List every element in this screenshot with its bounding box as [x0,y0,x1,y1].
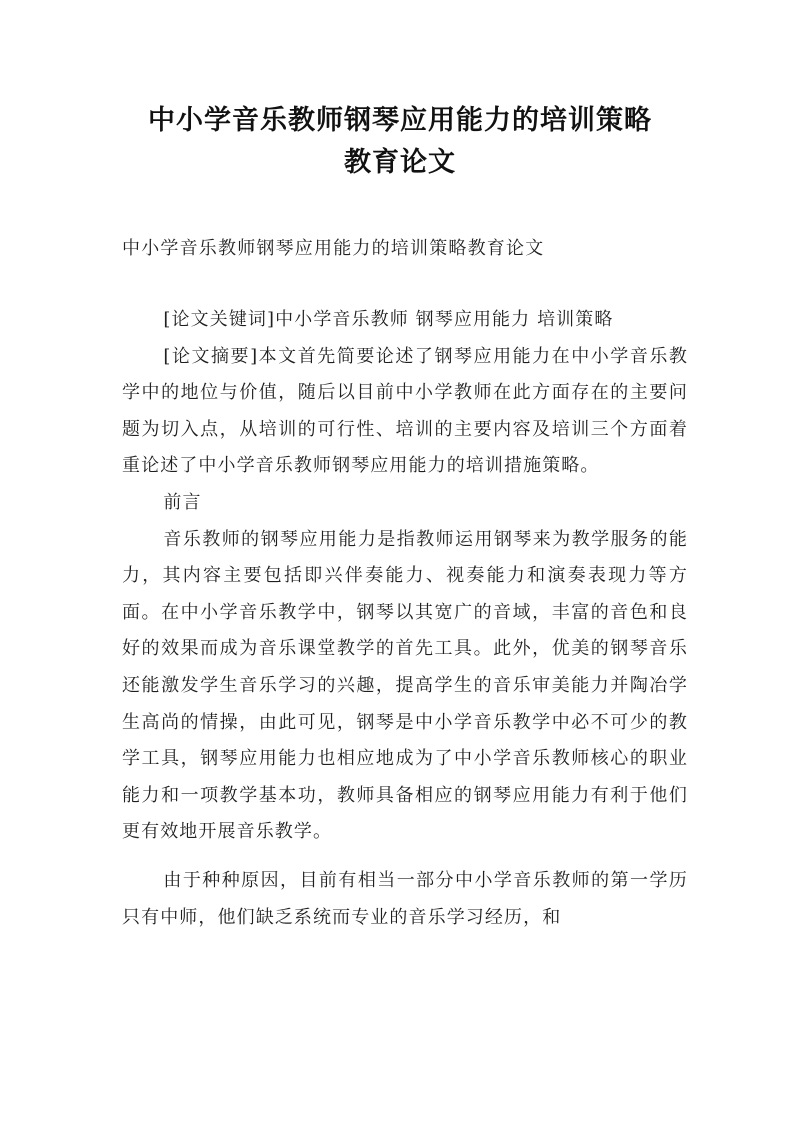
document-subtitle: 中小学音乐教师钢琴应用能力的培训策略教育论文 [122,238,545,259]
body-paragraph-2: 由于种种原因，目前有相当一部分中小学音乐教师的第一学历只有中师，他们缺乏系统而专业的音乐学习经历，和 [122,869,688,928]
preface-heading: 前言 [163,491,202,513]
keywords-paragraph: [论文关键词]中小学音乐教师 钢琴应用能力 培训策略 [163,309,614,330]
abstract-paragraph: [论文摘要]本文首先简要论述了钢琴应用能力在中小学音乐教学中的地位与价值，随后以目前中小学教师在此方面存在的主要问题为切入点，从培训的可行性、培训的主要内容及培训三个方面着重论述了中小学音乐教师钢琴应用能力的培训措施策略。 [122,345,688,477]
paragraph-gap [122,851,688,863]
body-paragraph-1: 音乐教师的钢琴应用能力是指教师运用钢琴来为教学服务的能力，其内容主要包括即兴伴奏能力、视奏能力和演奏表现力等方面。在中小学音乐教学中，钢琴以其宽广的音域，丰富的音色和良好的效果而成为音乐课堂教学的首先工具。此外，优美的钢琴音乐还能激发学生音乐学习的兴趣，提高学生的音乐审美能力并陶冶学生高尚的情操，由此可见，钢琴是中小学音乐教学中必不可少的教学工具，钢琴应用能力也相应地成为了中小学音乐教师核心的职业能力和一项教学基本功，教师具备相应的钢琴应用能力有利于他们更有效地开展音乐教学。 [122,528,688,843]
document-title-line-2: 教育论文 [344,147,456,178]
document-title-line-1: 中小学音乐教师钢琴应用能力的培训策略 [148,105,652,136]
document-body [122,302,688,936]
